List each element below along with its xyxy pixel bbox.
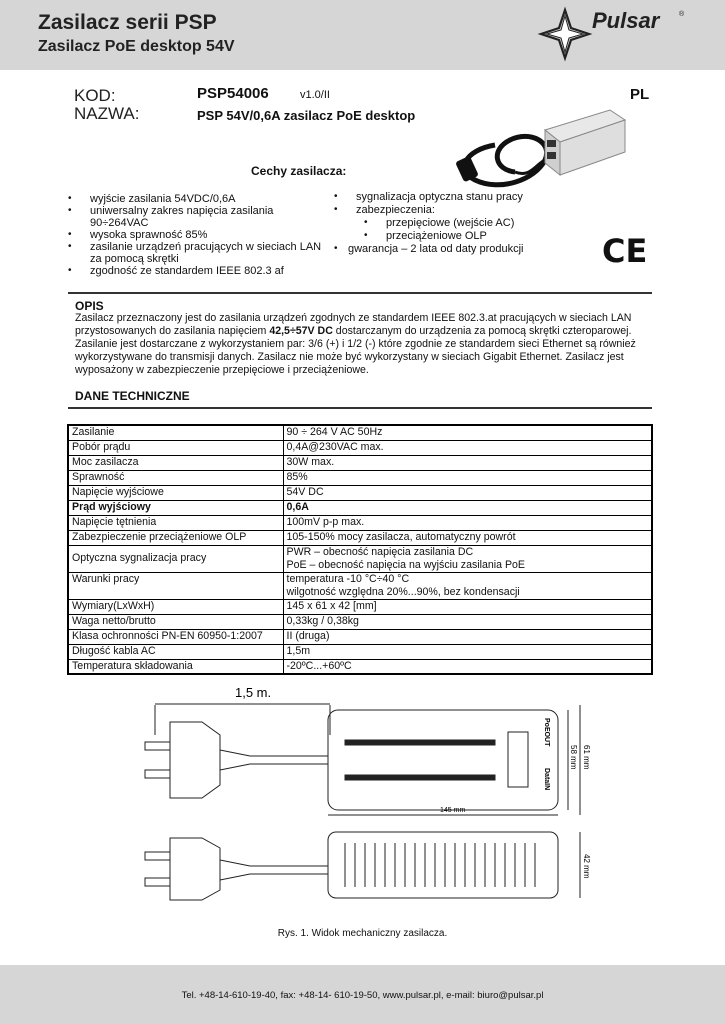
spec-value: 100mV p-p max.: [283, 515, 652, 530]
spec-key: Waga netto/brutto: [68, 614, 283, 629]
table-row: [68, 455, 652, 470]
dane-title: DANE TECHNICZNE: [75, 389, 190, 403]
spec-value: 0,6A: [283, 500, 652, 515]
list-item: • wysoka sprawność 85%: [68, 229, 328, 241]
logo-text: Pulsar: [592, 8, 660, 33]
product-version: v1.0/II: [300, 89, 330, 101]
spec-key: Moc zasilacza: [68, 455, 283, 470]
list-item: • sygnalizacja optyczna stanu pracy: [334, 191, 564, 203]
footer-contact: Tel. +48-14-610-19-40, fax: +48-14- 610-19-50, www.pulsar.pl, e-mail: biuro@pulsar.pl: [181, 990, 544, 1001]
figure-caption: Rys. 1. Widok mechaniczny zasilacza.: [277, 928, 448, 939]
spec-value: 85%: [283, 470, 652, 485]
spec-key: Zasilanie: [68, 425, 283, 440]
list-item: • przepięciowe (wejście AC): [334, 217, 564, 229]
spec-value: 1,5m: [283, 644, 652, 659]
spec-value: 30W max.: [283, 455, 652, 470]
spec-key: Sprawność: [68, 470, 283, 485]
opis-text-part: Zasilacz przeznaczony jest do zasilania urządzeń zgodnych ze standardem IEEE 802.3.at pracujących w sieciach LAN przystosowanych do zasilania napięciem: [75, 312, 632, 337]
spec-key: Klasa ochronności PN-EN 60950-1:2007: [68, 629, 283, 644]
product-code: PSP54006: [197, 85, 269, 102]
spec-value-line: wilgotność względna 20%...90%, bez kondensacji: [286, 585, 520, 598]
kod-label: KOD:: [74, 86, 116, 105]
table-row: [68, 572, 652, 599]
spec-value: 90 ÷ 264 V AC 50Hz: [283, 425, 652, 440]
opis-text: [75, 312, 655, 377]
divider: [68, 292, 652, 294]
spec-key: Napięcie wyjściowe: [68, 485, 283, 500]
spec-value-line: PoE – obecność napięcia na wyjściu zasilania PoE: [286, 558, 525, 571]
spec-key: Warunki pracy: [68, 572, 283, 599]
power-supply-photo-icon: [455, 100, 655, 195]
table-row: [68, 515, 652, 530]
table-row: [68, 644, 652, 659]
table-row: [68, 629, 652, 644]
features-list-right: [334, 191, 564, 256]
divider: [68, 407, 652, 409]
nazwa-label: NAZWA:: [74, 104, 140, 123]
product-name: PSP 54V/0,6A zasilacz PoE desktop: [197, 108, 416, 123]
spec-key: Długość kabla AC: [68, 644, 283, 659]
dimension-61-label: 61 mm: [582, 745, 591, 770]
list-item: • wyjście zasilania 54VDC/0,6A: [68, 193, 328, 205]
table-row: [68, 425, 652, 440]
spec-key: Zabezpieczenie przeciążeniowe OLP: [68, 530, 283, 545]
spec-value: -20ºC...+60ºC: [283, 659, 652, 674]
table-row: [68, 614, 652, 629]
opis-voltage-range: 42,5÷57V DC: [269, 325, 333, 337]
table-row: [68, 659, 652, 674]
data-in-label: DataIN: [543, 768, 550, 791]
spec-value: 105-150% mocy zasilacza, automatyczny powrót: [283, 530, 652, 545]
opis-title: OPIS: [75, 299, 104, 313]
ce-mark: CE: [602, 232, 648, 270]
list-item: • przeciążeniowe OLP: [334, 230, 564, 242]
dimension-42-label: 42 mm: [582, 854, 591, 879]
spec-key: Prąd wyjściowy: [68, 500, 283, 515]
features-list-left: [68, 193, 328, 277]
spec-value: 54V DC: [283, 485, 652, 500]
table-row: [68, 470, 652, 485]
table-row: [68, 500, 652, 515]
mechanical-drawing: [140, 680, 590, 905]
page-subtitle: Zasilacz PoE desktop 54V: [38, 38, 235, 55]
spec-key: Temperatura składowania: [68, 659, 283, 674]
list-item: • uniwersalny zakres napięcia zasilania 90÷264VAC: [68, 205, 328, 229]
list-item: • gwarancja – 2 lata od daty produkcji: [334, 243, 564, 255]
spec-value: 0,4A@230VAC max.: [283, 440, 652, 455]
spec-key: Optyczna sygnalizacja pracy: [68, 545, 283, 572]
poe-out-label: PoEOUT: [543, 718, 550, 747]
table-row: [68, 440, 652, 455]
list-item: • zgodność ze standardem IEEE 802.3 af: [68, 265, 328, 277]
spec-value: II (druga): [283, 629, 652, 644]
table-row: [68, 485, 652, 500]
width-dimension-label: 145 mm: [440, 807, 466, 814]
spec-value: 145 x 61 x 42 [mm]: [283, 599, 652, 614]
spec-key: Pobór prądu: [68, 440, 283, 455]
spec-key: Napięcie tętnienia: [68, 515, 283, 530]
table-row: [68, 530, 652, 545]
page-title: Zasilacz serii PSP: [38, 11, 217, 34]
list-item: • zasilanie urządzeń pracujących w sieciach LAN za pomocą skrętki: [68, 241, 328, 265]
spec-value: 0,33kg / 0,38kg: [283, 614, 652, 629]
list-item: • zabezpieczenia:: [334, 204, 564, 216]
table-row: [68, 599, 652, 614]
table-row: [68, 545, 652, 572]
dimension-58-label: 58 mm: [569, 745, 578, 770]
language-code: PL: [630, 86, 650, 103]
cable-length-label: 1,5 m.: [235, 685, 272, 700]
spec-key: Wymiary(LxWxH): [68, 599, 283, 614]
spec-value: [283, 572, 652, 599]
features-title: Cechy zasilacza:: [251, 164, 347, 178]
opis-text-part: dostarczanym do urządzenia za pomocą skrętki czteroparowej. Zasilanie jest dostarczane z wykorzystaniem par: 3/6 (+) i 1/2 (-) które zgodnie ze standardem sieci Ethernet są również wykorzystywane do transmisji danych. Zasilacz nie może być wykorzystany w sieciach Gigabit Ethernet. Zasilacz jest wyposażony w zabezpieczenie przepięciowe i przeciążeniowe.: [75, 325, 636, 376]
spec-value-line: PWR – obecność napięcia zasilania DC: [286, 545, 474, 558]
spec-table: [67, 424, 653, 675]
logo-registered-mark: ®: [679, 11, 685, 18]
spec-value: [283, 545, 652, 572]
spec-value-line: temperatura -10 °C÷40 °C: [286, 572, 410, 585]
